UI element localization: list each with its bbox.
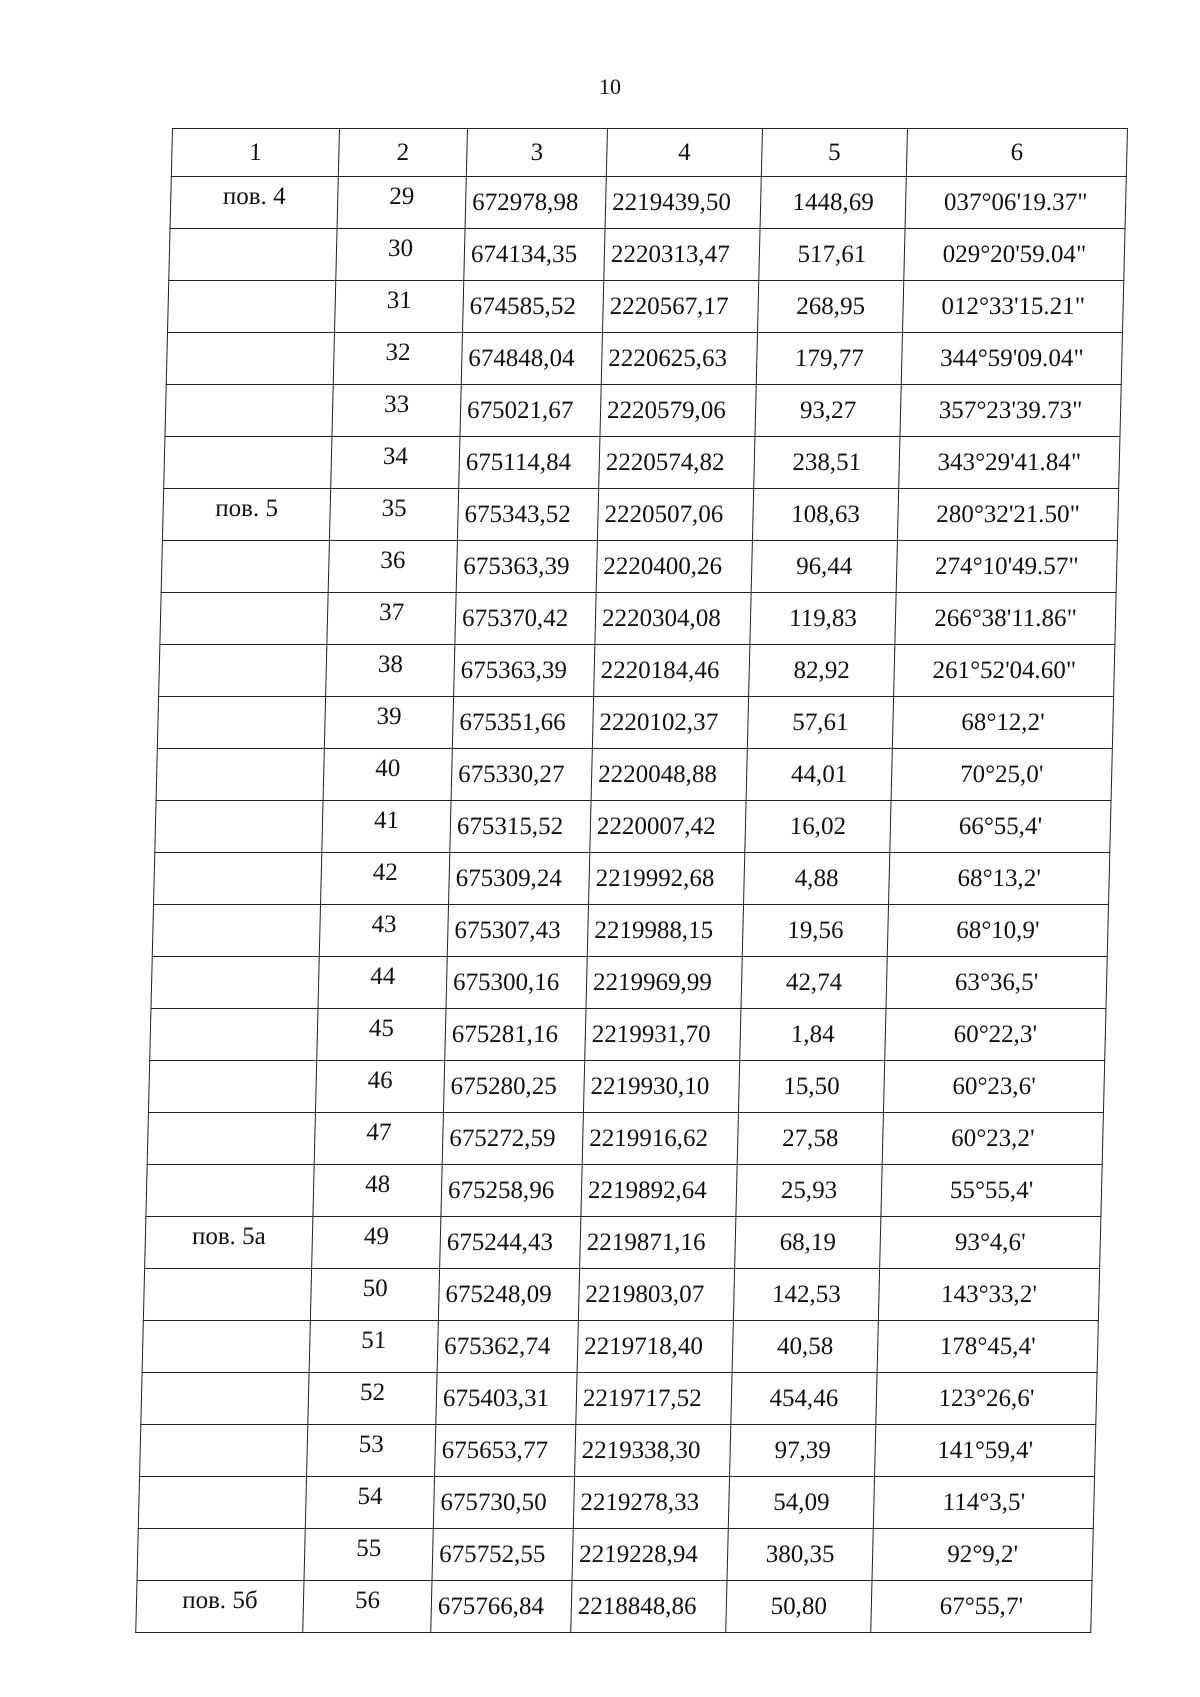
cell-coordinate-y: 2220625,63 <box>601 333 757 385</box>
cell-coordinate-x: 675258,96 <box>441 1165 582 1217</box>
cell-bearing: 55°55,4' <box>881 1165 1102 1217</box>
cell-point-number: 39 <box>324 697 453 749</box>
cell-coordinate-y: 2219992,68 <box>589 853 745 905</box>
cell-coordinate-x: 675315,52 <box>450 801 591 853</box>
cell-coordinate-x: 675730,50 <box>433 1477 574 1529</box>
cell-point-number: 37 <box>327 593 456 645</box>
cell-distance: 4,88 <box>744 853 890 905</box>
cell-distance: 517,61 <box>759 229 905 281</box>
cell-coordinate-y: 2220507,06 <box>597 489 753 541</box>
table-row <box>161 541 1117 593</box>
cell-point-number: 38 <box>326 645 455 697</box>
table-row <box>146 1165 1102 1217</box>
cell-coordinate-x: 672978,98 <box>465 177 606 229</box>
cell-point-number: 29 <box>337 177 466 229</box>
cell-turn-label <box>159 645 327 697</box>
cell-coordinate-x: 675370,42 <box>455 593 596 645</box>
table-row <box>142 1321 1098 1373</box>
cell-bearing: 012°33'15.21" <box>903 281 1124 333</box>
cell-coordinate-y: 2219930,10 <box>583 1061 739 1113</box>
cell-turn-label: пов. 5 <box>162 489 330 541</box>
cell-coordinate-x: 675307,43 <box>447 905 588 957</box>
table-row <box>138 1477 1094 1529</box>
cell-coordinate-y: 2219718,40 <box>577 1321 733 1373</box>
column-header-5: 5 <box>761 129 907 177</box>
cell-bearing: 93°4,6' <box>880 1217 1101 1269</box>
cell-point-number: 50 <box>310 1269 439 1321</box>
cell-distance: 97,39 <box>730 1425 876 1477</box>
cell-coordinate-y: 2219338,30 <box>575 1425 731 1477</box>
cell-turn-label <box>138 1477 306 1529</box>
table-row <box>148 1061 1104 1113</box>
cell-coordinate-x: 674848,04 <box>461 333 602 385</box>
table-row <box>140 1425 1096 1477</box>
cell-turn-label <box>154 853 322 905</box>
cell-distance: 238,51 <box>754 437 900 489</box>
cell-turn-label <box>151 957 319 1009</box>
cell-coordinate-x: 675280,25 <box>443 1061 584 1113</box>
cell-coordinate-x: 674134,35 <box>464 229 605 281</box>
table-row <box>141 1373 1097 1425</box>
cell-turn-label <box>148 1061 316 1113</box>
cell-point-number: 48 <box>313 1165 442 1217</box>
cell-turn-label <box>165 385 333 437</box>
cell-bearing: 178°45,4' <box>877 1321 1098 1373</box>
cell-distance: 25,93 <box>736 1165 882 1217</box>
cell-coordinate-y: 2220048,88 <box>591 749 747 801</box>
cell-turn-label: пов. 5а <box>145 1217 313 1269</box>
coordinates-table-container <box>135 128 1128 1633</box>
cell-bearing: 143°33,2' <box>878 1269 1099 1321</box>
cell-bearing: 123°26,6' <box>876 1373 1097 1425</box>
cell-distance: 15,50 <box>738 1061 884 1113</box>
table-row <box>151 957 1107 1009</box>
cell-coordinate-x: 675653,77 <box>435 1425 576 1477</box>
cell-coordinate-x: 675343,52 <box>457 489 598 541</box>
cell-coordinate-y: 2218848,86 <box>571 1581 727 1633</box>
cell-turn-label <box>146 1165 314 1217</box>
cell-distance: 68,19 <box>735 1217 881 1269</box>
cell-bearing: 67°55,7' <box>871 1581 1092 1633</box>
cell-coordinate-x: 674585,52 <box>463 281 604 333</box>
cell-coordinate-x: 675766,84 <box>431 1581 572 1633</box>
cell-bearing: 280°32'21.50" <box>897 489 1118 541</box>
cell-distance: 16,02 <box>745 801 891 853</box>
cell-distance: 93,27 <box>755 385 901 437</box>
cell-coordinate-x: 675244,43 <box>440 1217 581 1269</box>
cell-point-number: 53 <box>307 1425 436 1477</box>
table-row <box>147 1113 1103 1165</box>
cell-coordinate-x: 675363,39 <box>456 541 597 593</box>
cell-coordinate-x: 675248,09 <box>438 1269 579 1321</box>
cell-point-number: 52 <box>308 1373 437 1425</box>
cell-turn-label: пов. 4 <box>170 177 338 229</box>
table-row <box>169 229 1125 281</box>
cell-bearing: 66°55,4' <box>890 801 1111 853</box>
table-row <box>170 177 1126 229</box>
cell-coordinate-x: 675752,55 <box>432 1529 573 1581</box>
table-row <box>156 749 1112 801</box>
cell-distance: 454,46 <box>731 1373 877 1425</box>
cell-coordinate-y: 2220579,06 <box>600 385 756 437</box>
cell-distance: 40,58 <box>732 1321 878 1373</box>
cell-coordinate-y: 2219278,33 <box>573 1477 729 1529</box>
cell-coordinate-y: 2219892,64 <box>581 1165 737 1217</box>
cell-coordinate-y: 2220313,47 <box>604 229 760 281</box>
cell-point-number: 36 <box>328 541 457 593</box>
cell-bearing: 274°10'49.57" <box>896 541 1117 593</box>
cell-turn-label: пов. 5б <box>136 1581 304 1633</box>
table-row <box>160 593 1116 645</box>
cell-bearing: 70°25,0' <box>891 749 1112 801</box>
table-row <box>150 1009 1106 1061</box>
cell-coordinate-y: 2219988,15 <box>587 905 743 957</box>
cell-bearing: 344°59'09.04" <box>901 333 1122 385</box>
table-row <box>145 1217 1101 1269</box>
cell-turn-label <box>155 801 323 853</box>
cell-distance: 82,92 <box>749 645 895 697</box>
cell-bearing: 60°23,6' <box>883 1061 1104 1113</box>
cell-distance: 27,58 <box>737 1113 883 1165</box>
cell-bearing: 261°52'04.60" <box>894 645 1115 697</box>
cell-point-number: 31 <box>335 281 464 333</box>
cell-bearing: 60°23,2' <box>882 1113 1103 1165</box>
table-row <box>164 437 1120 489</box>
cell-turn-label <box>166 333 334 385</box>
cell-coordinate-x: 675281,16 <box>445 1009 586 1061</box>
cell-turn-label <box>160 593 328 645</box>
cell-turn-label <box>156 749 324 801</box>
cell-coordinate-y: 2219439,50 <box>605 177 761 229</box>
cell-distance: 96,44 <box>751 541 897 593</box>
cell-distance: 54,09 <box>728 1477 874 1529</box>
cell-point-number: 46 <box>315 1061 444 1113</box>
cell-turn-label <box>141 1373 309 1425</box>
cell-coordinate-y: 2220007,42 <box>590 801 746 853</box>
cell-turn-label <box>157 697 325 749</box>
cell-coordinate-y: 2219969,99 <box>586 957 742 1009</box>
table-row <box>166 333 1122 385</box>
cell-distance: 57,61 <box>747 697 893 749</box>
cell-point-number: 56 <box>303 1581 432 1633</box>
cell-bearing: 92°9,2' <box>872 1529 1093 1581</box>
table-row <box>137 1529 1093 1581</box>
cell-coordinate-x: 675300,16 <box>446 957 587 1009</box>
cell-coordinate-x: 675362,74 <box>437 1321 578 1373</box>
cell-bearing: 68°10,9' <box>887 905 1108 957</box>
cell-point-number: 40 <box>323 749 452 801</box>
cell-bearing: 60°22,3' <box>885 1009 1106 1061</box>
cell-turn-label <box>161 541 329 593</box>
column-header-6: 6 <box>906 129 1127 177</box>
table-row <box>165 385 1121 437</box>
cell-point-number: 51 <box>309 1321 438 1373</box>
cell-point-number: 30 <box>336 229 465 281</box>
column-header-3: 3 <box>466 129 607 177</box>
cell-bearing: 037°06'19.37" <box>905 177 1126 229</box>
cell-point-number: 41 <box>322 801 451 853</box>
cell-point-number: 34 <box>331 437 460 489</box>
cell-turn-label <box>137 1529 305 1581</box>
cell-distance: 1448,69 <box>760 177 906 229</box>
cell-bearing: 266°38'11.86" <box>895 593 1116 645</box>
cell-distance: 268,95 <box>758 281 904 333</box>
table-row <box>136 1581 1092 1633</box>
cell-turn-label <box>140 1425 308 1477</box>
coordinates-table <box>135 128 1128 1633</box>
cell-bearing: 343°29'41.84" <box>899 437 1120 489</box>
cell-bearing: 029°20'59.04" <box>904 229 1125 281</box>
column-header-4: 4 <box>606 129 762 177</box>
cell-coordinate-y: 2220304,08 <box>595 593 751 645</box>
cell-bearing: 141°59,4' <box>875 1425 1096 1477</box>
cell-turn-label <box>168 281 336 333</box>
cell-turn-label <box>152 905 320 957</box>
cell-point-number: 43 <box>319 905 448 957</box>
cell-coordinate-y: 2220574,82 <box>599 437 755 489</box>
cell-coordinate-x: 675351,66 <box>452 697 593 749</box>
cell-coordinate-x: 675363,39 <box>454 645 595 697</box>
cell-point-number: 55 <box>304 1529 433 1581</box>
cell-turn-label <box>169 229 337 281</box>
page-number: 10 <box>599 74 621 99</box>
cell-coordinate-y: 2220184,46 <box>594 645 750 697</box>
column-header-1: 1 <box>171 129 339 177</box>
cell-distance: 44,01 <box>746 749 892 801</box>
cell-point-number: 45 <box>317 1009 446 1061</box>
cell-coordinate-x: 675403,31 <box>436 1373 577 1425</box>
table-body <box>136 177 1127 1633</box>
cell-coordinate-y: 2219803,07 <box>578 1269 734 1321</box>
cell-point-number: 32 <box>333 333 462 385</box>
cell-distance: 50,80 <box>726 1581 872 1633</box>
cell-distance: 380,35 <box>727 1529 873 1581</box>
cell-coordinate-x: 675114,84 <box>459 437 600 489</box>
cell-point-number: 49 <box>312 1217 441 1269</box>
cell-point-number: 54 <box>305 1477 434 1529</box>
cell-coordinate-y: 2219916,62 <box>582 1113 738 1165</box>
cell-point-number: 42 <box>321 853 450 905</box>
cell-coordinate-y: 2220400,26 <box>596 541 752 593</box>
cell-point-number: 47 <box>314 1113 443 1165</box>
table-row <box>152 905 1108 957</box>
cell-bearing: 63°36,5' <box>886 957 1107 1009</box>
cell-coordinate-y: 2219228,94 <box>572 1529 728 1581</box>
table-header-row <box>171 129 1127 177</box>
cell-coordinate-x: 675272,59 <box>442 1113 583 1165</box>
table-row <box>157 697 1113 749</box>
cell-coordinate-y: 2219931,70 <box>585 1009 741 1061</box>
cell-bearing: 114°3,5' <box>873 1477 1094 1529</box>
cell-distance: 1,84 <box>740 1009 886 1061</box>
cell-distance: 179,77 <box>756 333 902 385</box>
cell-point-number: 35 <box>329 489 458 541</box>
table-row <box>155 801 1111 853</box>
table-row <box>143 1269 1099 1321</box>
cell-distance: 142,53 <box>733 1269 879 1321</box>
cell-distance: 42,74 <box>741 957 887 1009</box>
cell-bearing: 357°23'39.73" <box>900 385 1121 437</box>
cell-point-number: 33 <box>332 385 461 437</box>
cell-bearing: 68°13,2' <box>889 853 1110 905</box>
cell-distance: 108,63 <box>752 489 898 541</box>
cell-turn-label <box>164 437 332 489</box>
cell-bearing: 68°12,2' <box>892 697 1113 749</box>
cell-turn-label <box>150 1009 318 1061</box>
table-row <box>168 281 1124 333</box>
table-row <box>162 489 1118 541</box>
cell-turn-label <box>143 1269 311 1321</box>
cell-coordinate-x: 675021,67 <box>460 385 601 437</box>
cell-coordinate-y: 2220567,17 <box>603 281 759 333</box>
cell-coordinate-y: 2219871,16 <box>580 1217 736 1269</box>
cell-distance: 119,83 <box>750 593 896 645</box>
cell-coordinate-x: 675309,24 <box>449 853 590 905</box>
cell-coordinate-y: 2220102,37 <box>592 697 748 749</box>
cell-turn-label <box>142 1321 310 1373</box>
cell-distance: 19,56 <box>742 905 888 957</box>
cell-coordinate-y: 2219717,52 <box>576 1373 732 1425</box>
cell-turn-label <box>147 1113 315 1165</box>
cell-point-number: 44 <box>318 957 447 1009</box>
table-row <box>159 645 1115 697</box>
column-header-2: 2 <box>338 129 467 177</box>
cell-coordinate-x: 675330,27 <box>451 749 592 801</box>
table-row <box>154 853 1110 905</box>
